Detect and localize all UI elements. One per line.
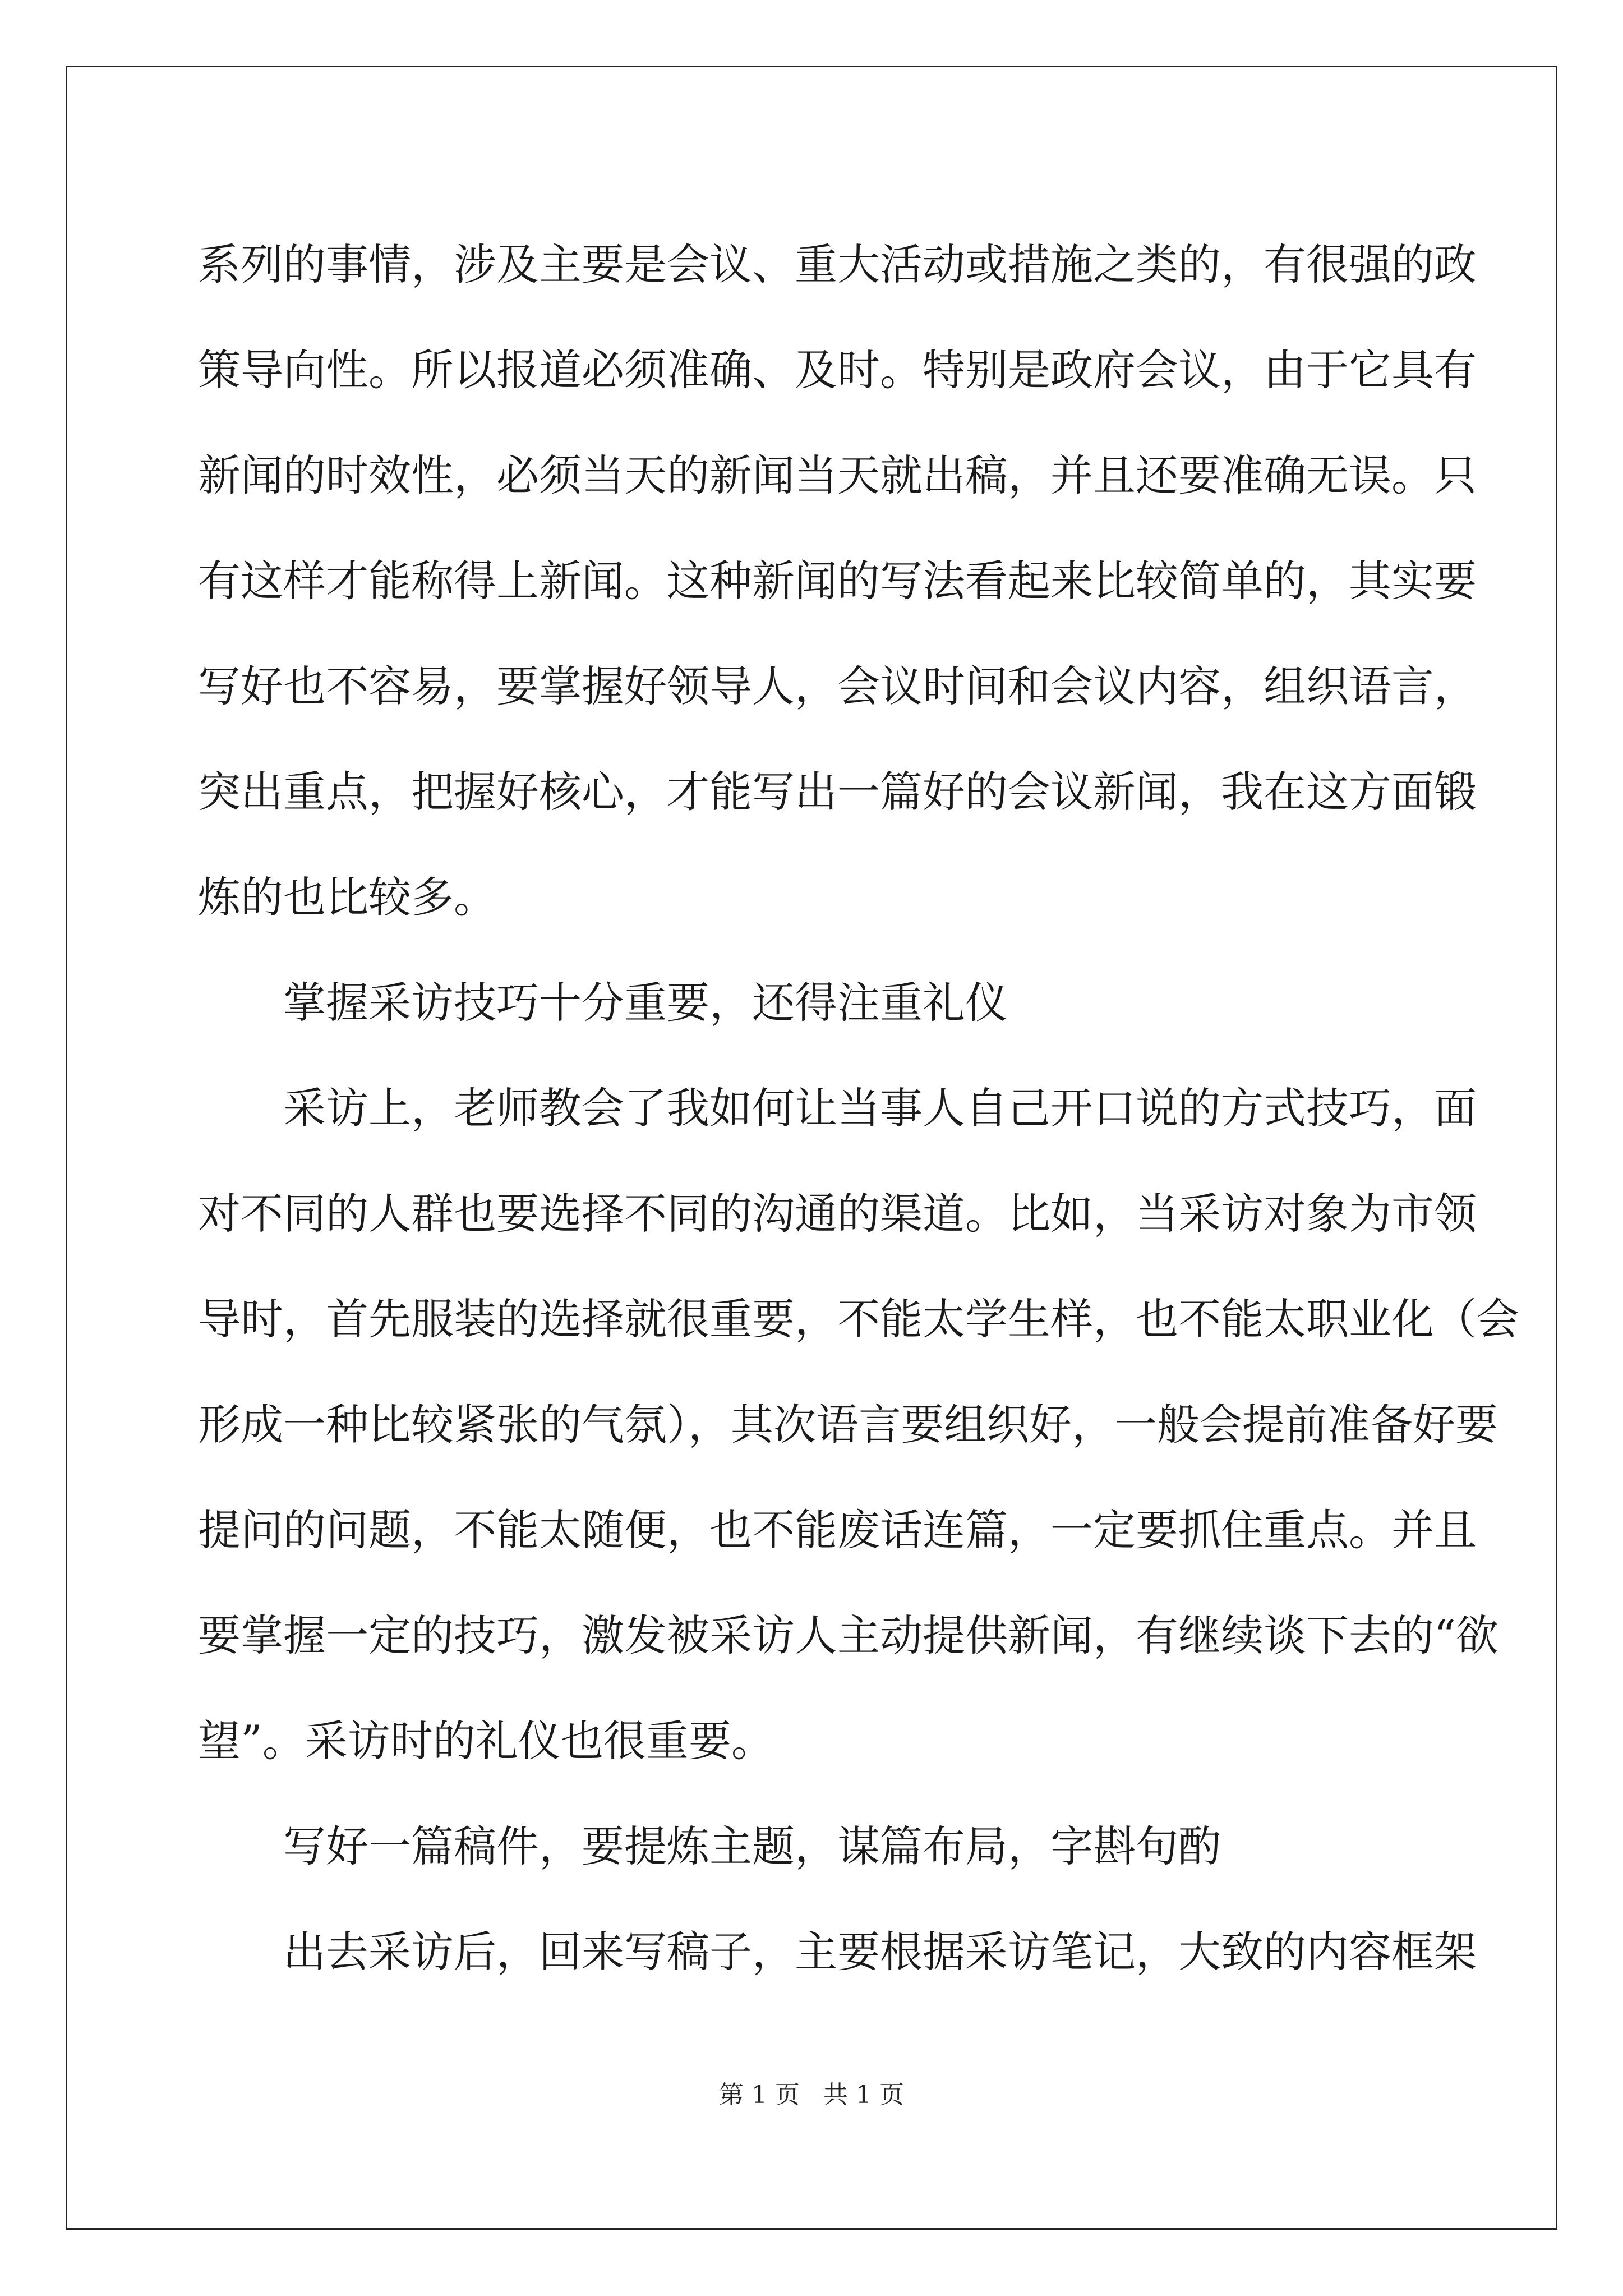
text-line: 写好一篇稿件，要提炼主题，谋篇布局，字斟句酌 bbox=[283, 1821, 1221, 1871]
page-total: 共 1 页 bbox=[823, 2081, 904, 2109]
paragraph bbox=[198, 1899, 1477, 2005]
text-line: 望”。采访时的礼仪也很重要。 bbox=[198, 1716, 774, 1766]
text-line: 策导向性。所以报道必须准确、及时。特别是政府会议，由于它具有 bbox=[198, 345, 1477, 395]
text-line: 掌握采访技巧十分重要，还得注重礼仪 bbox=[283, 978, 1008, 1028]
document-body bbox=[198, 212, 1519, 2005]
text-line: 出去采访后，回来写稿子，主要根据采访笔记，大致的内容框架 bbox=[283, 1927, 1477, 1977]
text-line: 系列的事情，涉及主要是会议、重大活动或措施之类的，有很强的政 bbox=[198, 240, 1477, 289]
text-line: 写好也不容易，要掌握好领导人，会议时间和会议内容，组织语言， bbox=[198, 661, 1477, 711]
section-heading bbox=[198, 1794, 1429, 1899]
text-line: 突出重点，把握好核心，才能写出一篇好的会议新闻，我在这方面锻 bbox=[198, 767, 1477, 817]
text-line: 形成一种比较紧张的气氛），其次语言要组织好，一般会提前准备好要 bbox=[198, 1400, 1498, 1450]
text-line: 提问的问题，不能太随便，也不能废话连篇，一定要抓住重点。并且 bbox=[198, 1505, 1477, 1555]
text-line: 采访上，老师教会了我如何让当事人自己开口说的方式技巧，面 bbox=[283, 1083, 1477, 1133]
text-line: 导时，首先服装的选择就很重要，不能太学生样，也不能太职业化（会 bbox=[198, 1294, 1519, 1344]
section-heading bbox=[198, 950, 1429, 1056]
text-line: 对不同的人群也要选择不同的沟通的渠道。比如，当采访对象为市领 bbox=[198, 1189, 1477, 1239]
text-line: 新闻的时效性，必须当天的新闻当天就出稿，并且还要准确无误。只 bbox=[198, 450, 1477, 500]
text-line: 炼的也比较多。 bbox=[198, 872, 496, 922]
paragraph bbox=[198, 1056, 1519, 1794]
text-line: 要掌握一定的技巧，激发被采访人主动提供新闻，有继续谈下去的“欲 bbox=[198, 1611, 1498, 1660]
paragraph bbox=[198, 212, 1477, 950]
page-footer bbox=[0, 2078, 1623, 2112]
text-line: 有这样才能称得上新闻。这种新闻的写法看起来比较简单的，其实要 bbox=[198, 556, 1477, 606]
page-number: 第 1 页 bbox=[719, 2081, 800, 2109]
footer-gap bbox=[800, 2081, 823, 2109]
